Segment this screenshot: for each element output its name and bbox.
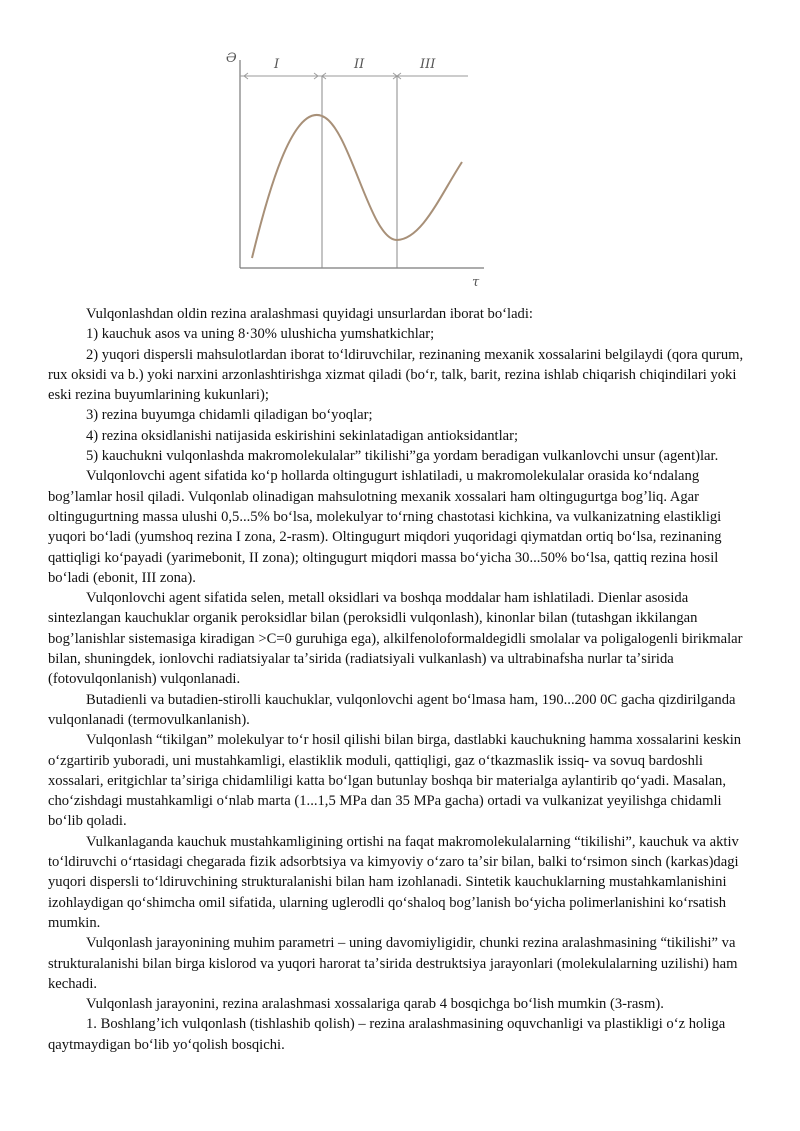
list-item: 2) yuqori dispersli mahsulotlardan iborat toʻldiruvchilar, rezinaning mexanik xossalarini belgilaydi (qora qurum, rux oksidi va b.) yoki narxini arzonlashtirishga xizmat qiladi (boʻr, talk, barit, rezina ishlab chiqarish chiqindilari yoki eski rezina buyumlarining kukunlari); (48, 346, 744, 404)
list-item: 5) kauchukni vulqonlashda makromolekulalar” tikilishi”ga yordam beradigan vulkanlovchi unsur (agent)lar. (86, 448, 719, 465)
zone-label-ii: II (354, 57, 365, 72)
figure-graphic (222, 46, 492, 292)
zone-label-iii: III (420, 57, 436, 72)
list-item: 1) kauchuk asos va uning 8·30% ulushicha yumshatkichlar; (86, 326, 435, 343)
paragraph: Vulqonlovchi agent sifatida selen, metall oksidlari va boshqa moddalar ham ishlatiladi. Dienlar asosida sintezlangan kauchuklar organik peroksidlar bilan (peroksidli vulqonlash), kinonlar bilan (tutashgan ikkilangan bogʼlanishlar sistemasiga kiradigan >C=0 guruhiga ega), alkilfenoloformaldegidli smolalar va poligalogenli birikmalar bilan, shuningdek, ionlovchi radiatsiyalar taʼsirida (radiatsiyali vulkanlash) va ultrabinafsha nurlar taʼsirida (fotovulqonlanish) vulqonlanadi. (48, 590, 743, 688)
document-body (48, 304, 752, 1055)
x-axis-label: τ (472, 275, 480, 290)
paragraph: Vulqonlash jarayonining muhim parametri – uning davomiyligidir, chunki rezina aralashmasining “tikilishi” va strukturalanishi bilan birga kislorod va yuqori harorat taʼsirida destruktsiya jarayonlari (molekulalarning uzilishi) ham kechadi. (48, 935, 738, 992)
paragraph: 1. Boshlangʼich vulqonlash (tishlashib qolish) – rezina aralashmasining oquvchanligi va plastikligi oʻz holiga qaytmaydigan boʻlib yoʻqolish bosqichi. (48, 1016, 726, 1053)
zone-label-i: I (274, 57, 280, 72)
paragraph: Vulqonlashdan oldin rezina aralashmasi quyidagi unsurlardan iborat boʻladi: (86, 306, 533, 322)
paragraph: Vulqonlovchi agent sifatida koʻp hollarda oltingugurt ishlatiladi, u makromolekulalar orasida koʻndalang bogʼlamlar hosil qiladi. Vulqonlab olinadigan mahsulotning mexanik xossalari ham oltingugurtga bogʼliq. Agar oltingugurtning massa ulushi 0,5...5% boʻlsa, molekulyar toʻrning chastotasi kichkina, va vulkanizatning elastikligi yuqori boʻladi (yumshoq rezina I zona, 2-rasm). Oltingugurt miqdori yuqoridagi qiymatdan ortiq boʻlsa, rezinaning qattiqligi koʻpayadi (yarimebonit, II zona); oltingugurt miqdori massa boʻyicha 30...50% boʻlsa, qattiq rezina hosil boʻladi (ebonit, III zona). (48, 468, 722, 586)
paragraph: Butadienli va butadien-stirolli kauchuklar, vulqonlovchi agent boʻlmasa ham, 190...200 0C gacha qizdirilganda vulqonlanadi (termovulkanlanish). (48, 691, 736, 728)
list-item: 4) rezina oksidlanishi natijasida eskirishini sekinlatadigan antioksidantlar; (86, 427, 519, 444)
paragraph: Vulqonlash jarayonini, rezina aralashmasi xossalariga qarab 4 bosqichga boʻlish mumkin (3-rasm). (86, 996, 664, 1013)
property-curve (252, 115, 462, 258)
paragraph: Vulqonlash “tikilgan” molekulyar toʻr hosil qilishi bilan birga, dastlabki kauchukning hamma xossalarini keskin oʻzgartirib yuboradi, uni mustahkamligi, elastiklik moduli, qattiqligi, gaz oʻtkazmaslik issiq- va sovuq bardoshli xossalari, eritgichlar taʼsiriga chidamliligi katta boʻlgan butunlay boshqa bir materialga aylantirib qoʻyadi. Masalan, choʻzishdagi mustahkamligi oʻnlab marta (1...1,5 MPa dan 35 MPa gacha) ortadi va vulkanizat yeyilishga chidamli boʻlib qoladi. (48, 732, 742, 830)
list-item: 3) rezina buyumga chidamli qiladigan boʻyoqlar; (86, 407, 373, 424)
y-axis-label: Ə (226, 51, 237, 66)
vulcanization-zones-figure (222, 46, 492, 292)
paragraph: Vulkanlaganda kauchuk mustahkamligining ortishi na faqat makromolekulalarning “tikilishi”, kauchuk va aktiv toʻldiruvchi oʻrtasidagi chegarada fizik adsorbtsiya va kimyoviy oʻzaro taʼsir bilan, balki toʻrsimon sinch (karkas)dagi yuqori dispersli toʻldiruvchining strukturalanishi bilan ham izohlanadi. Sintetik kauchuklarning mustahkamlanishini izohlaydigan qoʻshimcha omil sifatida, ularning uglerodli qoʻshaloq bogʼlanish boʻyicha polimerlanishini koʻrsatish mumkin. (48, 833, 739, 931)
